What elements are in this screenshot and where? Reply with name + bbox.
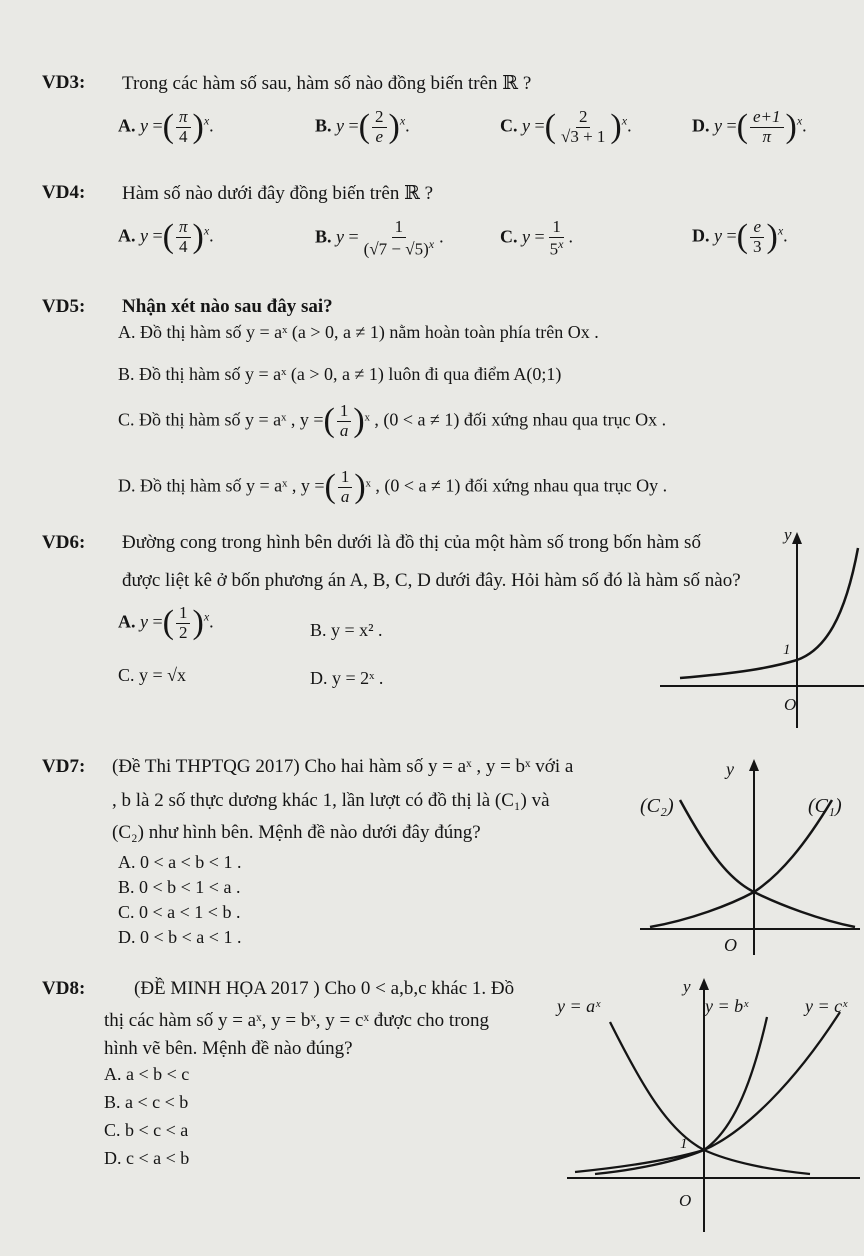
vd7-option-b[interactable]: B. 0 < b < 1 < a . — [118, 877, 241, 897]
vd4-question: Hàm số nào dưới đây đồng biến trên ℝ ? — [122, 183, 434, 204]
vd8-line2: thị các hàm số y = aˣ, y = bˣ, y = cˣ được cho trong — [104, 1010, 490, 1031]
vd7-graph-c2: (C₂) — [640, 795, 674, 817]
vd4-tag: VD4: — [42, 182, 86, 203]
vd8-curve-c — [575, 1012, 840, 1172]
vd8-graph — [555, 972, 860, 1237]
vd3-option-a[interactable]: A. y =( $\frac{\pi}{4}$ )$^x$. — [118, 107, 214, 146]
vd7-line1: (Đề Thi THPTQG 2017) Cho hai hàm số y = aˣ , y = bˣ với a — [112, 756, 574, 777]
vd3-tag: VD3: — [42, 72, 86, 93]
vd5-option-a[interactable]: A. Đồ thị hàm số y = aˣ (a > 0, a ≠ 1) nằm hoàn toàn phía trên Ox . — [118, 322, 599, 342]
vd6-option-d[interactable]: D. y = 2ˣ . — [310, 668, 384, 688]
vd6-graph-o: O — [784, 695, 797, 714]
vd8-graph-yb: y = bˣ — [705, 996, 749, 1016]
vd6-graph-y: y — [784, 525, 792, 544]
vd7-graph-o: O — [724, 935, 737, 955]
vd6-graph — [660, 525, 864, 728]
vd4-option-d[interactable]: D. y =( $\frac{e}{3}$ )$^x$. — [692, 217, 788, 256]
vd4-option-c[interactable]: C. y = $\frac{1}{5^x}$ . — [500, 217, 573, 259]
vd8-curve-a — [610, 1022, 810, 1174]
vd8-option-d[interactable]: D. c < a < b — [104, 1148, 190, 1168]
vd4-option-a[interactable]: A. y =( $\frac{\pi}{4}$ )$^x$. — [118, 217, 214, 256]
vd6-line2: được liệt kê ở bốn phương án A, B, C, D dưới đây. Hỏi hàm số đó là hàm số nào? — [122, 570, 741, 591]
vd7-curve-c2 — [680, 800, 855, 927]
vd8-option-a[interactable]: A. a < b < c — [104, 1064, 190, 1084]
vd6-tag: VD6: — [42, 532, 86, 553]
vd6-option-b[interactable]: B. y = x² . — [310, 620, 383, 640]
vd7-option-c[interactable]: C. 0 < a < 1 < b . — [118, 902, 241, 922]
vd8-graph-one: 1 — [680, 1136, 688, 1152]
vd5-option-b[interactable]: B. Đồ thị hàm số y = aˣ (a > 0, a ≠ 1) luôn đi qua điểm A(0;1) — [118, 364, 562, 384]
vd6-curve — [680, 548, 858, 678]
vd7-curve-c1 — [650, 800, 832, 927]
vd6-option-a[interactable]: A. y =( $\frac{1}{2}$ )$^x$. — [118, 603, 214, 642]
vd3-option-d[interactable]: D. y =( $\frac{e+1}{\pi}$ )$^x$. — [692, 107, 807, 146]
vd8-graph-ya: y = aˣ — [557, 996, 601, 1016]
vd6-graph-one: 1 — [783, 642, 791, 658]
vd7-option-a[interactable]: A. 0 < a < b < 1 . — [118, 852, 242, 872]
vd3-option-c[interactable]: C. y =( $\frac{2}{√3 + 1}$ )$^x$. — [500, 107, 632, 146]
vd3-question: Trong các hàm số sau, hàm số nào đồng biến trên ℝ ? — [122, 73, 532, 94]
vd7-option-d[interactable]: D. 0 < b < a < 1 . — [118, 927, 242, 947]
vd8-graph-y: y — [683, 977, 691, 996]
vd6-option-c[interactable]: C. y = √x — [118, 665, 187, 685]
vd8-line3: hình vẽ bên. Mệnh đề nào đúng? — [104, 1038, 353, 1059]
vd8-option-b[interactable]: B. a < c < b — [104, 1092, 189, 1112]
vd4-option-b[interactable]: B. y = $\frac{1}{(√7 - √5)^x}$ . — [315, 217, 444, 259]
vd3-option-b[interactable]: B. y =( $\frac{2}{e}$ )$^x$. — [315, 107, 410, 146]
vd7-line2: , b là 2 số thực dương khác 1, lần lượt có đồ thị là (C₁) và — [112, 790, 550, 811]
vd7-graph-c1: (C₁) — [808, 795, 842, 817]
vd5-option-d[interactable]: D. Đồ thị hàm số y = aˣ , y =( $\frac{1}{a}$ )ˣ , (0 < a ≠ 1) đối xứng nhau qua trục Oy . — [118, 467, 668, 506]
vd7-tag: VD7: — [42, 756, 86, 777]
vd7-graph — [640, 755, 864, 965]
vd8-option-c[interactable]: C. b < c < a — [104, 1120, 189, 1140]
vd8-graph-o: O — [679, 1191, 692, 1210]
vd5-option-c[interactable]: C. Đồ thị hàm số y = aˣ , y =( $\frac{1}{a}$ )ˣ , (0 < a ≠ 1) đối xứng nhau qua trục Ox . — [118, 401, 667, 440]
vd8-tag: VD8: — [42, 978, 86, 999]
vd5-tag: VD5: — [42, 296, 86, 317]
vd8-line1: (ĐỀ MINH HỌA 2017 ) Cho 0 < a,b,c khác 1. Đồ — [134, 978, 515, 999]
vd7-line3: (C₂) như hình bên. Mệnh đề nào dưới đây đúng? — [112, 822, 481, 843]
vd6-line1: Đường cong trong hình bên dưới là đồ thị của một hàm số trong bốn hàm số — [122, 532, 701, 553]
vd5-question: Nhận xét nào sau đây sai? — [122, 296, 333, 317]
vd7-graph-y: y — [726, 759, 734, 779]
vd8-graph-yc: y = cˣ — [805, 996, 848, 1016]
